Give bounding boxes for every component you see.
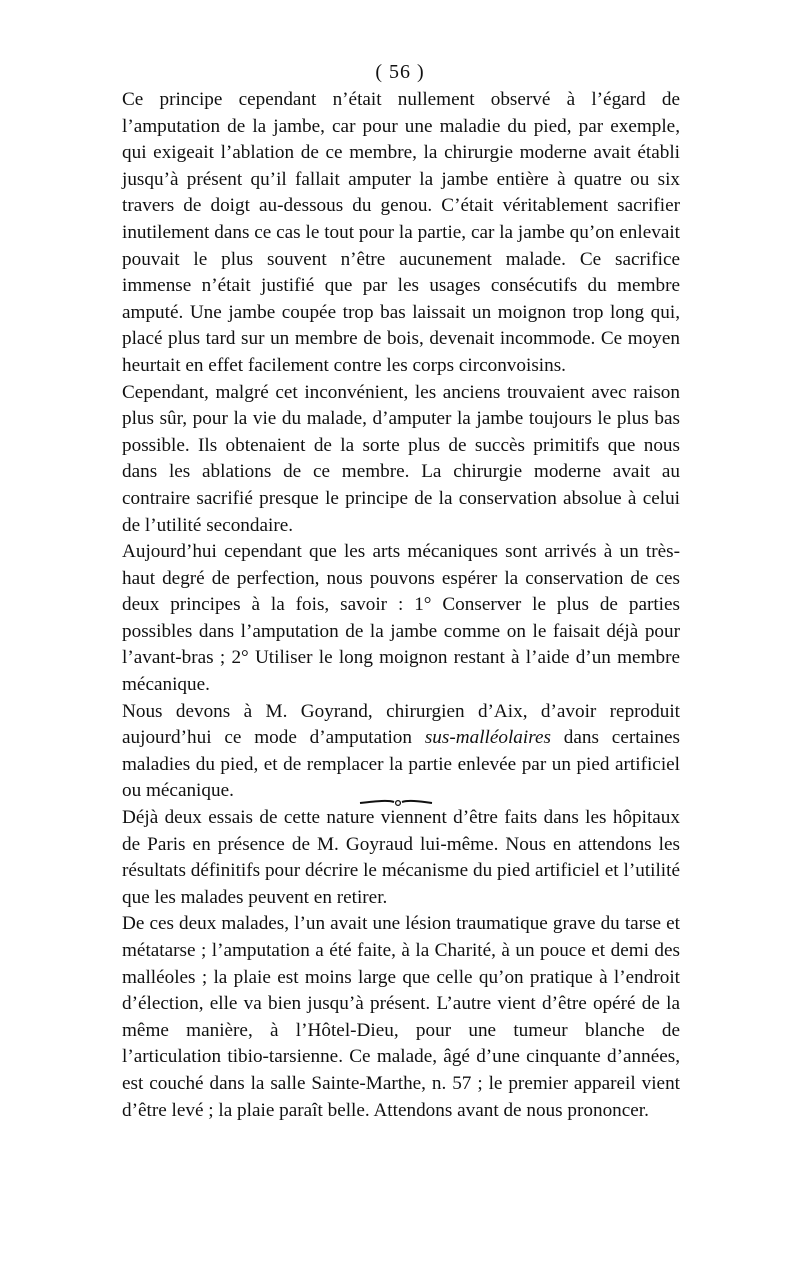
paragraph-4-end: dans certaines maladies du pied, et de remplacer la partie enlevée par un pied artificiel ou mécanique. <box>122 727 680 802</box>
paragraph-6: De ces deux malades, l’un avait une lésion traumatique grave du tarse et métatarse ; l’amputation a été faite, à la Charité, à un pouce et demi des malléoles ; la plaie est moins large que celle qu’on pratique à l’endroit d’élection, elle va bien jusqu’à présent. L’autre vient d’être opéré de la même manière, à l’Hôtel-Dieu, pour une tumeur blanche de l’articulation tibio-tarsienne. Ce malade, âgé d’une cinquante d’années, est couché dans la salle Sainte-Marthe, n. 57 ; le premier appareil vient d’être levé ; la plaie paraît belle. Attendons avant de nous prononcer. <box>122 913 680 1121</box>
section-separator <box>358 797 434 807</box>
page-number: ( 56 ) <box>375 61 425 83</box>
paragraph-5: Déjà deux essais de cette nature viennent d’être faits dans les hôpitaux de Paris en présence de M. Goyraud lui-même. Nous en attendons les résultats définitifs pour décrire le mécanisme du pied artificiel et l’utilité que les malades peuvent en retirer. <box>122 807 680 908</box>
paragraph-3: Aujourd’hui cependant que les arts mécaniques sont arrivés à un très-haut degré de perfection, nous pouvons espérer la conservation de ces deux principes à la fois, savoir : 1° Conserver le plus de parties possibles dans l’amputation de la jambe comme on le faisait déjà pour l’avant-bras ; 2° Utiliser le long moignon restant à l’aide d’un membre mécanique. <box>122 541 680 696</box>
paragraph-4 <box>122 699 680 805</box>
paragraph-4-start: Nous devons à M. Goyrand, chirurgien d’Aix, d’avoir reproduit aujourd’hui ce mode d’amputation <box>122 700 680 749</box>
paragraph-2: Cependant, malgré cet inconvénient, les anciens trouvaient avec raison plus sûr, pour la vie du malade, d’amputer la jambe toujours le plus bas possible. Ils obtenaient de la sorte plus de succès primitifs que nous dans les ablations de ce membre. La chirurgie moderne avait au contraire sacrifié presque le principe de la conservation absolue à celui de l’utilité secondaire. <box>122 381 680 536</box>
italic-term: sus-malléolaires <box>424 727 551 749</box>
body-text <box>122 87 680 1124</box>
paragraph-1: Ce principe cependant n’était nullement observé à l’égard de l’amputation de la jambe, car pour une maladie du pied, par exemple, qui exigeait l’ablation de ce membre, la chirurgie moderne avait établi jusqu’à présent qu’il fallait amputer la jambe entière à quatre ou six travers de doigt au-dessous du genou. C’était véritablement sacrifier inutilement dans ce cas le tout pour la partie, car la jambe qu’on enlevait pouvait le plus souvent n’être aucunement malade. Ce sacrifice immense n’était justifié que par les usages consécutifs du membre amputé. Une jambe coupée trop bas laissait un moignon trop long qui, placé plus tard sur un membre de bois, devenait incommode. Ce moyen heurtait en effet facilement contre les corps circonvoisins. <box>122 89 680 376</box>
